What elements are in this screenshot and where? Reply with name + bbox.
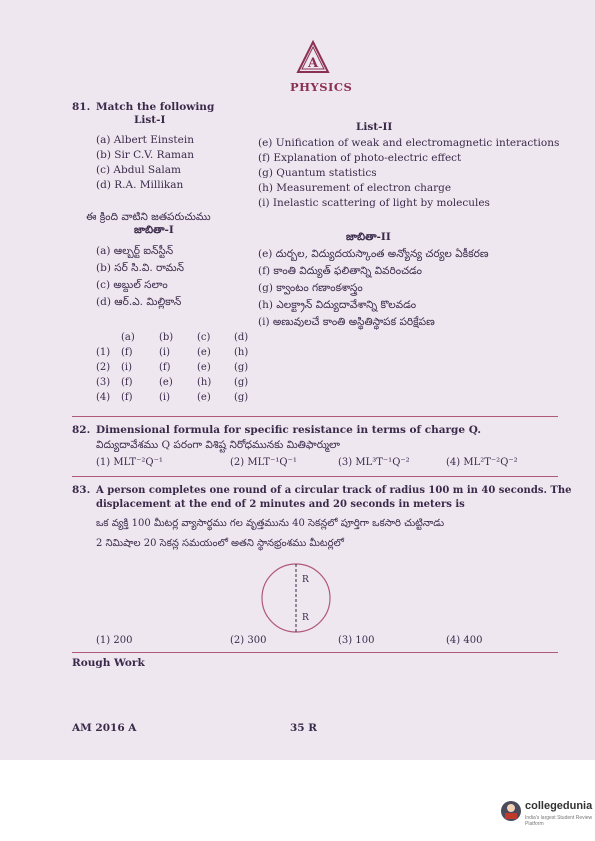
- question-81-prompt: Match the following: [96, 101, 215, 113]
- telugu-prompt: ఈ క్రింది వాటిని జతపరుచుము: [86, 211, 211, 223]
- question-82-option[interactable]: (3) ML³T⁻¹Q⁻²: [338, 457, 410, 468]
- list1-item: (b) Sir C.V. Raman: [96, 149, 194, 161]
- option-cell: (i): [159, 347, 171, 358]
- list1-item: (c) Abdul Salam: [96, 164, 181, 176]
- question-83-option[interactable]: (3) 100: [338, 635, 375, 646]
- list1-item: (a) Albert Einstein: [96, 134, 194, 146]
- option-cell: (e): [159, 377, 173, 388]
- telugu-list2-item: (e) దుర్బల, విద్యుదయస్కాంత అన్యోన్య చర్యల ఏకీకరణ: [258, 248, 489, 260]
- radius-label: R: [302, 613, 309, 623]
- telugu-list1-item: (d) ఆర్.ఎ. మిల్లికాన్: [96, 296, 182, 308]
- question-83-prompt-line2: displacement at the end of 2 minutes and 20 seconds in meters is: [96, 499, 465, 510]
- question-83-telugu-line1: ఒక వ్యక్తి 100 మీటర్ల వ్యాసార్థము గల వృత్తమును 40 సెకన్లలో పూర్తిగా ఒకసారి చుట్టినాడు: [96, 518, 445, 529]
- telugu-list1-item: (b) సర్ సి.వి. రామన్: [96, 262, 185, 274]
- telugu-list1-item: (a) ఆల్బర్ట్ ఐన్‌స్టీన్: [96, 245, 174, 257]
- option-cell: (e): [197, 347, 211, 358]
- list1-item: (d) R.A. Millikan: [96, 179, 184, 191]
- telugu-list2-item: (g) క్వాంటం గణాంకశాస్త్రం: [258, 282, 363, 294]
- set-a-triangle-logo: [296, 40, 330, 74]
- answer-col-header: (c): [197, 332, 211, 343]
- answer-col-header: (b): [159, 332, 174, 343]
- option-label[interactable]: (3): [96, 377, 111, 388]
- option-cell: (f): [121, 392, 133, 403]
- option-cell: (i): [121, 362, 133, 373]
- question-82-option[interactable]: (2) MLT⁻¹Q⁻¹: [230, 457, 297, 468]
- option-label[interactable]: (4): [96, 392, 111, 403]
- telugu-list1-title: జాబితా-I: [134, 224, 174, 236]
- question-83-option[interactable]: (4) 400: [446, 635, 483, 646]
- question-82-prompt: Dimensional formula for specific resistance in terms of charge Q.: [96, 424, 482, 436]
- question-83-option[interactable]: (1) 200: [96, 635, 133, 646]
- list2-item: (i) Inelastic scattering of light by molecules: [258, 197, 490, 209]
- divider: [72, 476, 558, 477]
- option-cell: (g): [234, 362, 249, 373]
- option-cell: (e): [197, 392, 211, 403]
- list2-item: (h) Measurement of electron charge: [258, 182, 452, 194]
- option-cell: (f): [159, 362, 171, 373]
- radius-label: R: [302, 575, 309, 585]
- question-83-option[interactable]: (2) 300: [230, 635, 267, 646]
- list2-item: (e) Unification of weak and electromagnetic interactions: [258, 137, 560, 149]
- question-83-prompt-line1: A person completes one round of a circular track of radius 100 m in 40 seconds. The: [96, 485, 572, 496]
- telugu-list2-item: (f) కాంతి విద్యుత్ ఫలితాన్ని వివరించడం: [258, 265, 422, 277]
- list2-item: (g) Quantum statistics: [258, 167, 377, 179]
- set-letter: A: [307, 56, 319, 71]
- watermark-name: collegedunia: [525, 800, 593, 812]
- telugu-list2-item: (h) ఎలక్ట్రాన్ విద్యుదావేశాన్ని కొలవడం: [258, 299, 417, 311]
- question-number-81: 81.: [72, 101, 91, 113]
- list2-item: (f) Explanation of photo-electric effect: [258, 152, 462, 164]
- telugu-list2-item: (i) అణువులచే కాంతి అస్థితిస్థాపక పరిక్షేపణ: [258, 316, 435, 328]
- answer-col-header: (a): [121, 332, 135, 343]
- question-number-83: 83.: [72, 484, 91, 496]
- option-cell: (e): [197, 362, 211, 373]
- option-cell: (g): [234, 392, 249, 403]
- paper-code: AM 2016 A: [72, 722, 137, 734]
- telugu-list2-title: జాబితా-II: [346, 231, 391, 243]
- rough-work-label: Rough Work: [72, 657, 145, 669]
- divider: [72, 416, 558, 417]
- question-82-option[interactable]: (1) MLT⁻²Q⁻¹: [96, 457, 163, 468]
- divider: [72, 652, 558, 653]
- subject-title: PHYSICS: [290, 80, 353, 94]
- option-cell: (g): [234, 377, 249, 388]
- option-cell: (h): [197, 377, 212, 388]
- question-82-telugu: విద్యుదావేశము Q పరంగా విశిష్ట నిరోధమునకు మితిఫార్ములా: [96, 439, 341, 451]
- question-83-telugu-line2: 2 నిమిషాల 20 సెకన్ల సమయంలో అతని స్థానభ్రంశము మీటర్లలో: [96, 538, 344, 549]
- question-number-82: 82.: [72, 424, 91, 436]
- answer-col-header: (d): [234, 332, 249, 343]
- circular-track-diagram: [260, 562, 332, 634]
- option-cell: (f): [121, 347, 133, 358]
- question-82-option[interactable]: (4) ML²T⁻²Q⁻²: [446, 457, 518, 468]
- list2-title: List-II: [356, 121, 393, 133]
- option-cell: (f): [121, 377, 133, 388]
- list1-title: List-I: [134, 114, 166, 126]
- option-cell: (h): [234, 347, 249, 358]
- page-number: 35 R: [290, 722, 317, 734]
- option-label[interactable]: (1): [96, 347, 111, 358]
- watermark-tagline: India's largest Student Review Platform: [525, 815, 593, 827]
- option-cell: (i): [159, 392, 171, 403]
- telugu-list1-item: (c) అబ్దుల్ సలాం: [96, 279, 168, 291]
- option-label[interactable]: (2): [96, 362, 111, 373]
